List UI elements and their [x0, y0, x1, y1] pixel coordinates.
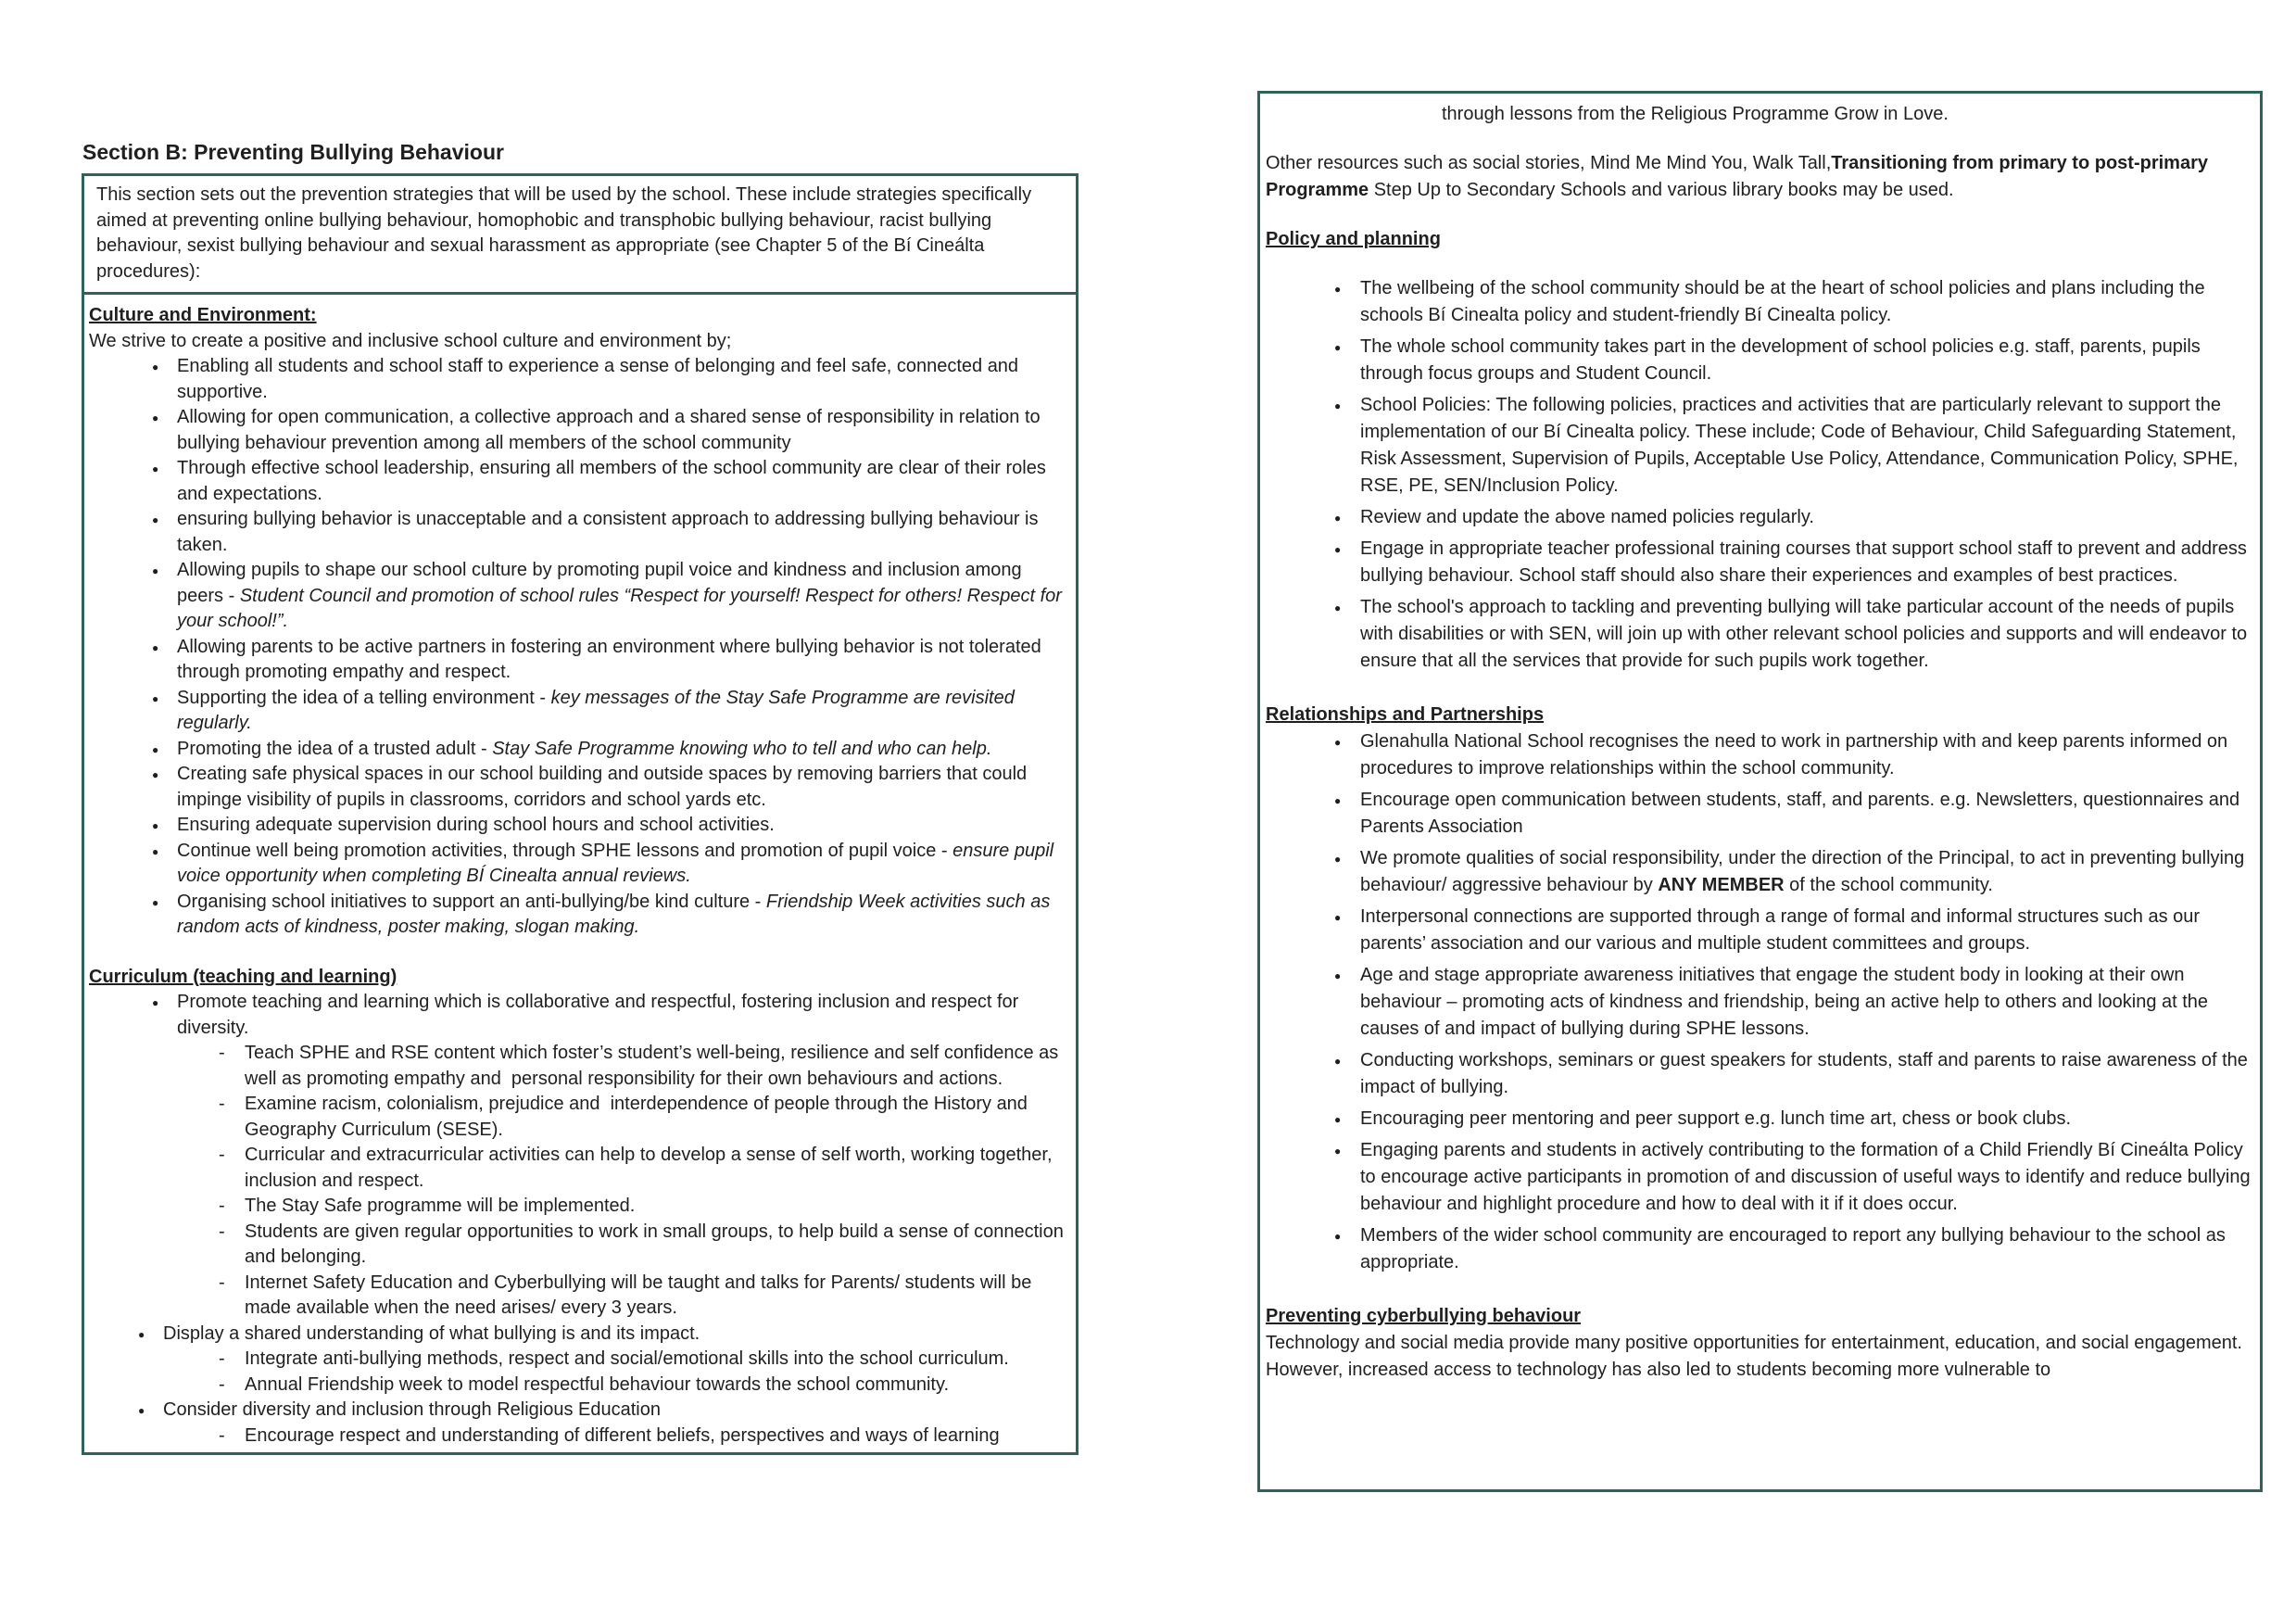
- text-segment: Ensuring adequate supervision during school hours and school activities.: [177, 815, 775, 835]
- section-heading: [1266, 1303, 2251, 1330]
- bullet-item: [89, 737, 1066, 763]
- dash-item: [89, 1424, 1066, 1449]
- text-segment: Supporting the idea of a telling environment -: [177, 687, 551, 708]
- text-segment: Review and update the above named policies regularly.: [1360, 507, 1814, 527]
- spacer: [1266, 1281, 2251, 1303]
- bullet-item: [89, 686, 1066, 737]
- dash-icon: -: [219, 1221, 225, 1242]
- bullet-icon: ●: [1334, 399, 1342, 412]
- text-segment: The whole school community takes part in the development of school policies e.g. staff, parents, pupils through focus groups and Student Council.: [1360, 336, 2206, 384]
- text-segment: Allowing pupils to shape our school culture by promoting pupil voice and kindness and inclusion among peers -: [177, 560, 1028, 606]
- text-segment: Friendship Week activities such as random acts of kindness, poster making, slogan making.: [177, 891, 1055, 937]
- text-segment: Other resources such as social stories, Mind Me Mind You, Walk Tall,: [1266, 153, 1832, 173]
- text-segment: Encourage open communication between students, staff, and parents. e.g. Newsletters, questionnaires and Parents Association: [1360, 790, 2245, 837]
- bullet-item: [1266, 1222, 2251, 1276]
- text-segment: Examine racism, colonialism, prejudice and interdependence of people through the History and Geography Curriculum (SESE).: [245, 1094, 1033, 1140]
- right-page: [1257, 91, 2263, 1492]
- bullet-icon: ●: [152, 895, 159, 909]
- dash-item: [89, 1041, 1066, 1092]
- bullet-icon: ●: [1334, 283, 1342, 296]
- bullet-icon: ●: [138, 1327, 145, 1341]
- text-segment: Step Up to Secondary Schools and various library books may be used.: [1369, 180, 1954, 200]
- dash-icon: -: [219, 1424, 225, 1446]
- content-box: [82, 292, 1079, 1455]
- text-segment: The wellbeing of the school community should be at the heart of school policies and plans including the schools Bí Cinealta policy and student-friendly Bí Cinealta policy.: [1360, 278, 2211, 325]
- text-segment: Age and stage appropriate awareness initiatives that engage the student body in looking at their own behaviour – promoting acts of kindness and friendship, being an active help to others and looking at the causes of and impact of bullying during SPHE lessons.: [1360, 965, 2214, 1039]
- emphasis-text: Curriculum (teaching and learning): [89, 966, 397, 987]
- bullet-item: [1266, 1047, 2251, 1101]
- bullet-item: [1266, 334, 2251, 387]
- bullet-icon: ●: [1334, 1055, 1342, 1068]
- text-segment: We promote qualities of social responsibility, under the direction of the Principal, to act in preventing bullying behaviour/ aggressive behaviour by: [1360, 848, 2250, 895]
- bullet-item: [1266, 1137, 2256, 1218]
- bullet-item: [1266, 504, 2251, 531]
- bullet-icon: ●: [1334, 543, 1342, 556]
- dash-item: [89, 1220, 1069, 1271]
- bullet-item: [1266, 904, 2251, 957]
- dash-icon: -: [219, 1348, 225, 1369]
- text-segment: Members of the wider school community are encouraged to report any bullying behaviour to the school as appropriate.: [1360, 1225, 2231, 1272]
- text-segment: Consider diversity and inclusion through Religious Education: [163, 1399, 661, 1420]
- intro-box: [82, 173, 1079, 295]
- bullet-icon: ●: [152, 640, 159, 654]
- section-heading: [89, 965, 1066, 991]
- bullet-item: [1266, 728, 2251, 782]
- text-segment: Student Council and promotion of school rules “Respect for yourself! Respect for others! Respect for your school!”.: [177, 585, 1067, 631]
- text-segment: The school's approach to tackling and preventing bullying will take particular account of the needs of pupils with disabilities or with SEN, will join up with other relevant school policies and supports and will endeavor to ensure that all the services that provide for such pupils work together.: [1360, 597, 2252, 671]
- text-segment: key messages of the Stay Safe Programme are revisited regularly.: [177, 687, 1020, 733]
- text-segment: Stay Safe Programme knowing who to tell and who can help.: [492, 738, 992, 759]
- bullet-item: [1266, 787, 2251, 841]
- bullet-icon: ●: [1334, 1113, 1342, 1126]
- text-segment: Creating safe physical spaces in our school building and outside spaces by removing barriers that could impinge visibility of pupils in classrooms, corridors and school yards etc.: [177, 764, 1032, 810]
- dash-item: [89, 1373, 1066, 1399]
- text-segment: Glenahulla National School recognises the need to work in partnership with and keep parents informed on procedures to improve relationships within the school community.: [1360, 731, 2233, 778]
- bullet-item: [1266, 536, 2251, 589]
- text-segment: Engage in appropriate teacher professional training courses that support school staff to prevent and address bullying behaviour. School staff should also share their experiences and examples of best practices.: [1360, 538, 2252, 586]
- text-segment: ensuring bullying behavior is unacceptable and a consistent approach to addressing bullying behaviour is taken.: [177, 509, 1044, 555]
- dash-item: [89, 1143, 1066, 1194]
- bullet-icon: ●: [1334, 969, 1342, 982]
- bullet-icon: ●: [152, 819, 159, 832]
- text-segment: Promoting the idea of a trusted adult -: [177, 738, 493, 759]
- bullet-icon: ●: [152, 361, 159, 373]
- spacer: [1266, 204, 2251, 226]
- text-segment: Enabling all students and school staff to experience a sense of belonging and feel safe, connected and supportive.: [177, 356, 1024, 402]
- text-segment: Technology and social media provide many positive opportunities for entertainment, education, and social engagement. However, increased access to technology has also led to students becoming more vulnerable to: [1266, 1333, 2248, 1380]
- bullet-item: [89, 1398, 1066, 1424]
- paragraph: [1266, 1330, 2251, 1384]
- text-segment: Through effective school leadership, ensuring all members of the school community are clear of their roles and expectations.: [177, 458, 1052, 504]
- bullet-item: [1266, 845, 2251, 899]
- bullet-icon: ●: [152, 844, 159, 858]
- text-segment: We strive to create a positive and inclusive school culture and environment by;: [89, 330, 732, 351]
- bullet-icon: ●: [152, 768, 159, 781]
- continuation-line: [1266, 101, 2251, 128]
- text-segment: of the school community.: [1784, 875, 1993, 895]
- dash-item: [89, 1092, 1066, 1143]
- bullet-icon: ●: [152, 411, 159, 424]
- dash-icon: -: [219, 1373, 225, 1395]
- dash-icon: -: [219, 1145, 225, 1165]
- bullet-icon: ●: [1334, 794, 1342, 807]
- page-title: Section B: Preventing Bullying Behaviour: [82, 140, 504, 164]
- text-segment: Internet Safety Education and Cyberbullying will be taught and talks for Parents/ students will be made available when the need arises/ every 3 years.: [245, 1272, 1037, 1318]
- emphasis-text: Transitioning from primary to post-primary Programme: [1266, 153, 2214, 200]
- bullet-item: [89, 456, 1066, 507]
- text-segment: Allowing parents to be active partners in fostering an environment where bullying behavior is not tolerated through promoting empathy and respect.: [177, 636, 1047, 682]
- bullet-icon: ●: [1334, 736, 1342, 749]
- dash-item: [89, 1347, 1066, 1373]
- bullet-icon: ●: [1334, 853, 1342, 866]
- text-segment: School Policies: The following policies, practices and activities that are particularly relevant to support the implementation of our Bí Cinealta policy. These include; Code of Behaviour, Child Safeguarding Statement, Risk Assessment, Supervision of Pupils, Acceptable Use Policy, Attendance, Communication Policy, SPHE, RSE, PE, SEN/Inclusion Policy.: [1360, 395, 2244, 496]
- bullet-icon: ●: [1334, 512, 1342, 525]
- bullet-item: [1266, 275, 2251, 329]
- text-segment: through lessons from the Religious Programme Grow in Love.: [1442, 104, 1949, 124]
- text-segment: Display a shared understanding of what bullying is and its impact.: [163, 1323, 700, 1344]
- bullet-item: [89, 839, 1066, 890]
- text-segment: Allowing for open communication, a collective approach and a shared sense of responsibility in relation to bullying behaviour prevention among all members of the school community: [177, 407, 1046, 453]
- text-segment: Annual Friendship week to model respectful behaviour towards the school community.: [245, 1373, 950, 1395]
- left-page: [82, 139, 1079, 1455]
- bullet-icon: ●: [152, 564, 159, 577]
- bullet-icon: ●: [152, 691, 159, 705]
- text-segment: Continue well being promotion activities, through SPHE lessons and promotion of pupil voice -: [177, 840, 953, 861]
- dash-item: [89, 1271, 1066, 1322]
- dash-item: [89, 1194, 1066, 1220]
- emphasis-text: Preventing cyberbullying behaviour: [1266, 1306, 1582, 1326]
- text-segment: Promote teaching and learning which is collaborative and respectful, fostering inclusion and respect for diversity.: [177, 992, 1024, 1038]
- section-heading: [89, 303, 1066, 329]
- dash-icon: -: [219, 1196, 225, 1216]
- bullet-icon: ●: [152, 996, 159, 1009]
- emphasis-text: Policy and planning: [1266, 229, 1441, 249]
- paragraph: [89, 329, 1066, 355]
- text-segment: ensure pupil voice opportunity when completing BÍ Cinealta annual reviews.: [177, 840, 1059, 886]
- right-content-box: [1257, 91, 2263, 1492]
- section-heading: [1266, 226, 2251, 253]
- bullet-item: [89, 558, 1066, 635]
- text-segment: The Stay Safe programme will be implemented.: [245, 1196, 636, 1216]
- bullet-icon: ●: [1334, 341, 1342, 354]
- bullet-item: [89, 990, 1066, 1041]
- section-heading: [1266, 702, 2251, 728]
- bullet-icon: ●: [1334, 1230, 1342, 1243]
- bullet-icon: ●: [1334, 911, 1342, 924]
- bullet-item: [1266, 392, 2251, 500]
- spacer: [1266, 679, 2251, 702]
- spacer: [89, 941, 1066, 965]
- dash-icon: -: [219, 1272, 225, 1293]
- text-segment: Encouraging peer mentoring and peer support e.g. lunch time art, chess or book clubs.: [1360, 1108, 2072, 1129]
- bullet-item: [89, 1322, 1066, 1348]
- bullet-item: [89, 813, 1066, 839]
- bullet-item: [89, 762, 1066, 813]
- spacer: [1266, 253, 2251, 275]
- text-segment: Organising school initiatives to support an anti-bullying/be kind culture -: [177, 891, 766, 912]
- bullet-icon: ●: [152, 513, 159, 526]
- bullet-item: [89, 890, 1066, 941]
- spacer: [1266, 128, 2251, 150]
- paragraph: [1266, 150, 2251, 204]
- bullet-item: [89, 354, 1066, 405]
- text-segment: Encourage respect and understanding of different beliefs, perspectives and ways of learning: [245, 1424, 1000, 1446]
- text-segment: Conducting workshops, seminars or guest speakers for students, staff and parents to raise awareness of the impact of bullying.: [1360, 1050, 2253, 1097]
- text-segment: Engaging parents and students in actively contributing to the formation of a Child Friendly Bí Cineálta Policy to encourage active participants in promotion of and discussion of useful ways to identify and reduce bullying behaviour and highlight procedure and how to deal with it if it does occur.: [1360, 1140, 2256, 1214]
- bullet-icon: ●: [152, 742, 159, 756]
- text-segment: Curricular and extracurricular activities can help to develop a sense of self worth, working together, inclusion and respect.: [245, 1145, 1058, 1191]
- dash-icon: -: [219, 1043, 225, 1063]
- bullet-item: [89, 635, 1066, 686]
- bullet-item: [1266, 594, 2251, 675]
- text-segment: Students are given regular opportunities to work in small groups, to help build a sense of connection and belonging.: [245, 1221, 1069, 1267]
- text-segment: Interpersonal connections are supported through a range of formal and informal structures such as our parents’ association and our various and multiple student committees and groups.: [1360, 906, 2205, 954]
- text-segment: Teach SPHE and RSE content which foster’s student’s well-being, resilience and self confidence as well as promoting empathy and personal responsibility for their own behaviours and actions.: [245, 1043, 1064, 1089]
- emphasis-text: ANY MEMBER: [1658, 875, 1785, 895]
- bullet-icon: ●: [1334, 601, 1342, 614]
- bullet-item: [1266, 1106, 2251, 1133]
- bullet-icon: ●: [152, 462, 159, 475]
- bullet-icon: ●: [1334, 1145, 1342, 1158]
- emphasis-text: Culture and Environment:: [89, 305, 317, 325]
- text-segment: Integrate anti-bullying methods, respect and social/emotional skills into the school curriculum.: [245, 1348, 1009, 1369]
- dash-icon: -: [219, 1094, 225, 1114]
- bullet-item: [89, 405, 1066, 456]
- bullet-item: [89, 507, 1066, 558]
- paragraph: [96, 183, 1065, 285]
- bullet-icon: ●: [138, 1404, 145, 1417]
- emphasis-text: Relationships and Partnerships: [1266, 704, 1545, 725]
- text-segment: This section sets out the prevention strategies that will be used by the school. These include strategies specifically aimed at preventing online bullying behaviour, homophobic and transphobic bullying behaviour, racist bullying behaviour, sexist bullying behaviour and sexual harassment as appropriate (see Chapter 5 of the Bí Cineálta procedures):: [96, 184, 1037, 282]
- bullet-item: [1266, 962, 2251, 1043]
